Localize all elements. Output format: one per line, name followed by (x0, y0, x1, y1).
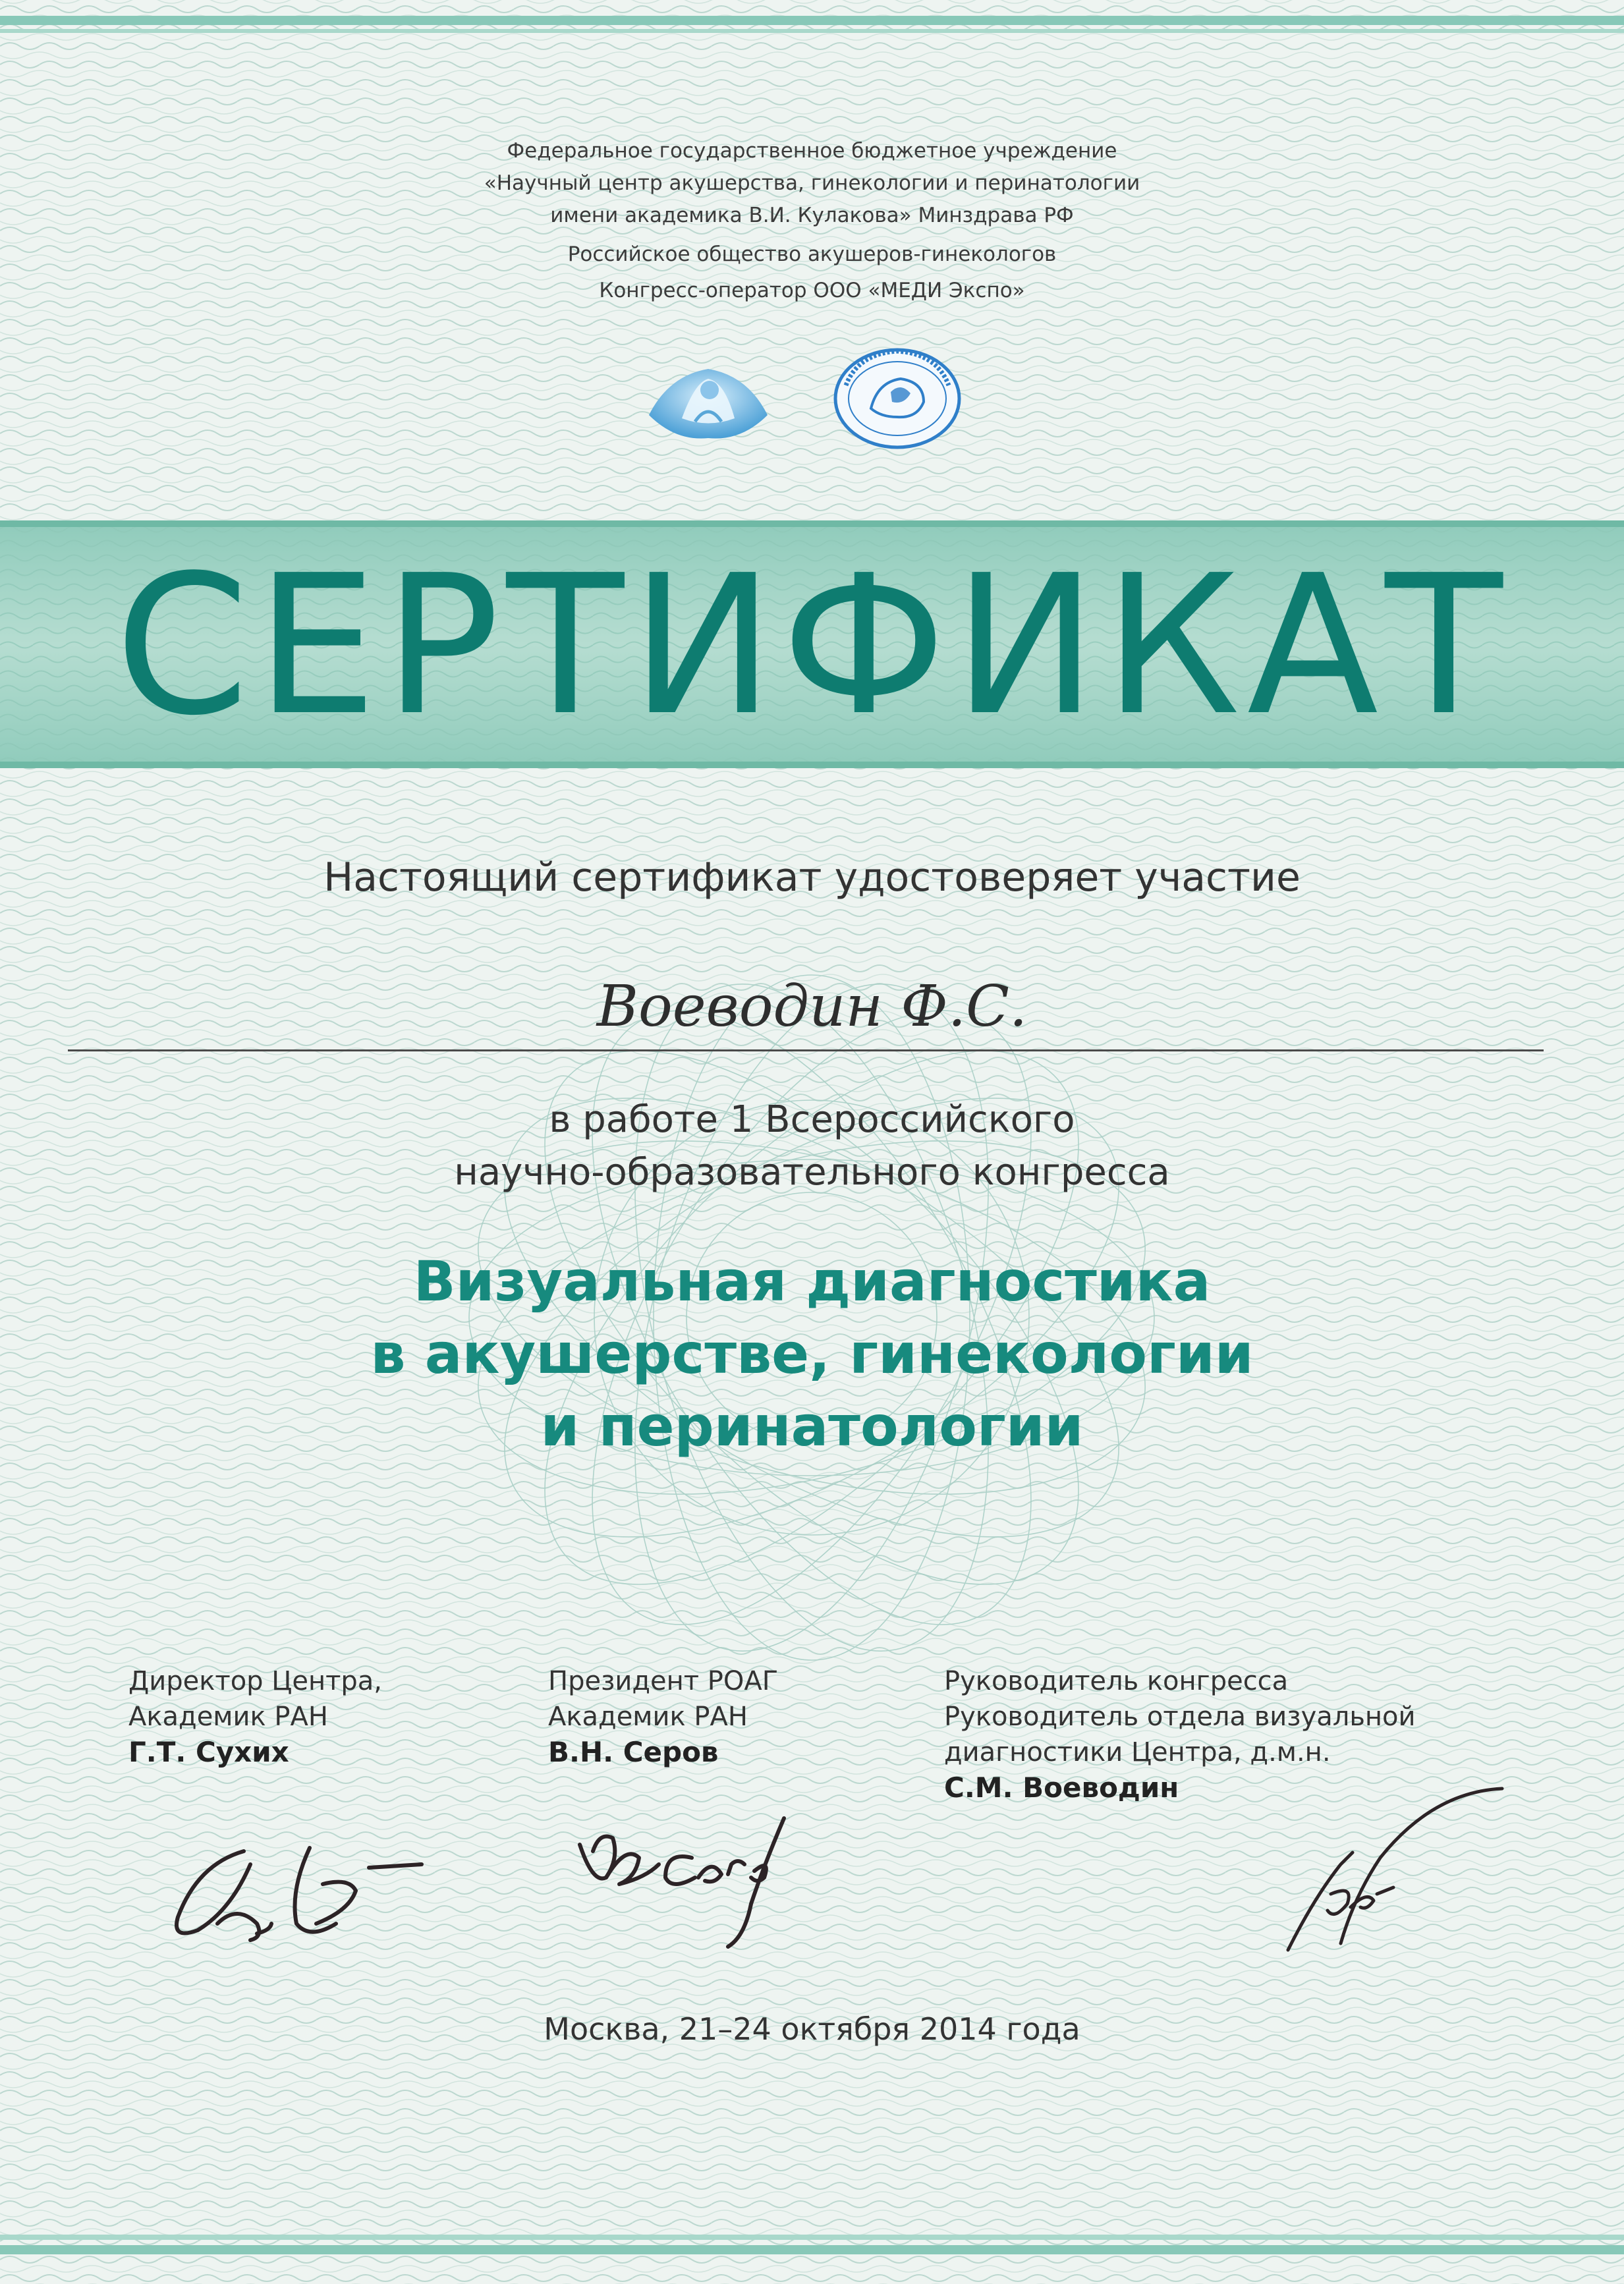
header-line: имени академика В.И. Кулакова» Минздрава РФ (550, 204, 1074, 227)
recipient-name: Воеводин Ф.С. (596, 974, 1028, 1040)
signatory-director (128, 1663, 524, 1770)
work-description (0, 1094, 1624, 1199)
work-line: научно-образовательного конгресса (454, 1151, 1170, 1194)
signatory-position: Академик РАН (548, 1702, 748, 1732)
certificate-title: СЕРТИФИКАТ (115, 534, 1509, 758)
header-line: Российское общество акушеров-гинекологов (567, 242, 1057, 266)
roag-society-seal-icon (831, 346, 963, 451)
signatory-position: Руководитель конгресса (944, 1666, 1289, 1696)
name-underline (68, 1049, 1544, 1051)
place-date: Москва, 21–24 октября 2014 года (544, 2011, 1080, 2047)
signatory-position: Руководитель отдела визуальной (944, 1702, 1416, 1732)
congress-title-line: и перинатологии (540, 1394, 1084, 1459)
signature-voevodin-icon (1268, 1779, 1519, 1976)
signatory-president (548, 1663, 943, 1770)
header-line: Федеральное государственное бюджетное учреждение (507, 139, 1117, 163)
signatory-name: С.М. Воеводин (944, 1771, 1179, 1804)
mother-child-logo-icon (642, 356, 774, 448)
organization-header (0, 135, 1624, 307)
signatory-position: Академик РАН (128, 1702, 328, 1732)
signatory-position: Директор Центра, (128, 1666, 383, 1696)
signature-serov-icon (567, 1805, 817, 1963)
signatory-position: Президент РОАГ (548, 1666, 779, 1696)
signature-sukhikh-icon (158, 1825, 441, 1957)
congress-title (0, 1245, 1624, 1462)
congress-title-line: Визуальная диагностика (413, 1249, 1211, 1314)
signatory-name: В.Н. Серов (548, 1736, 719, 1768)
intro-text: Настоящий сертификат удостоверяет участие (323, 854, 1301, 901)
header-line: Конгресс-оператор ООО «МЕДИ Экспо» (599, 279, 1025, 302)
signatory-position: диагностики Центра, д.м.н. (944, 1737, 1331, 1768)
work-line: в работе 1 Всероссийского (549, 1098, 1075, 1141)
signatory-name: Г.Т. Сухих (128, 1736, 289, 1768)
header-line: «Научный центр акушерства, гинекологии и перинатологии (484, 171, 1140, 195)
congress-title-line: в акушерстве, гинекологии (370, 1322, 1254, 1386)
